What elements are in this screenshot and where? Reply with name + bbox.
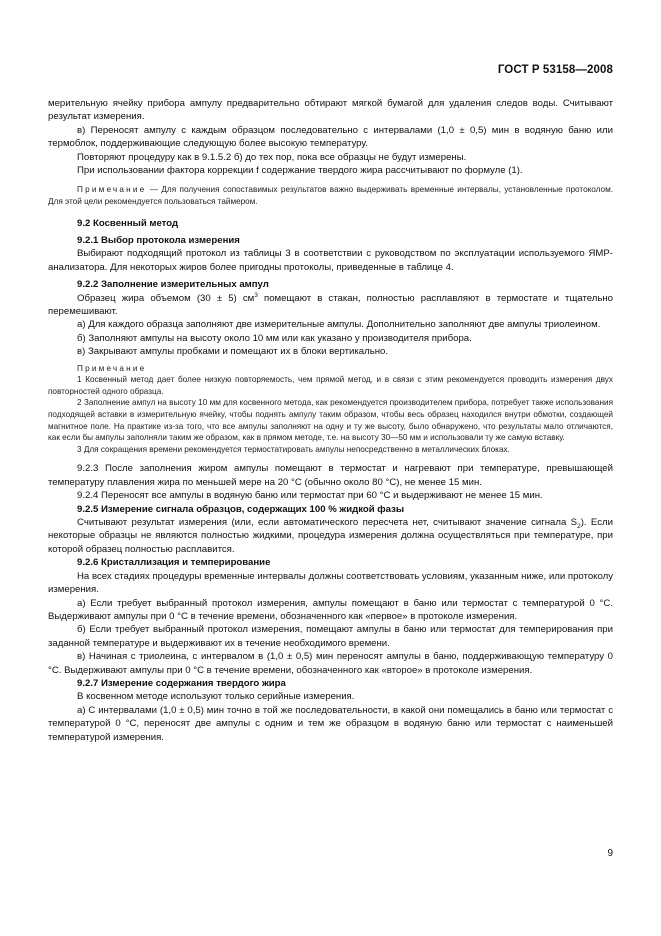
section-heading-9-2-7: 9.2.7 Измерение содержания твердого жира [77,677,286,689]
note-item-3: 3 Для сокращения времени рекомендуется термостатировать ампулы непосредственно в металлических блоках. [77,444,510,454]
page-number: 9 [607,848,613,859]
paragraph-step-v: в) Закрывают ампулы пробками и помещают их в блоки вертикально. [77,346,388,358]
paragraph-signal-reading: Считывают результат измерения (или, если автоматического пересчета нет, считывают значение сигнала $S_2$). Если некоторые образцы не являются полностью жидкими, процедура измерения должна осуществляться при температуре, при которой образец полностью расплавится. [48,517,613,555]
note-item-1: 1 Косвенный метод дает более низкую повторяемость, чем прямой метод, и в связи с этим рекомендуется проводить измерения двух повторностей одного образца. [48,375,613,396]
section-heading-9-2-5: 9.2.5 Измерение сигнала образцов, содержащих 100 % жидкой фазы [77,503,405,515]
paragraph-9-2-3: 9.2.3 После заполнения жиром ампулы помещают в термостат и нагревают при температуре, превышающей температуру плавления жира по меньшей мере на 20 °С (обычно около 80 °С), не менее 15 мин. [48,463,613,488]
paragraph-step-a: а) Если требует выбранный протокол измерения, ампулы помещают в баню или термостат с температурой 0 °С. Выдерживают ампулы при 0 °С в течение времени, обозначенного как «первое» в протоколе измерения. [48,597,613,622]
paragraph-time-intervals: На всех стадиях процедуры временные интервалы должны соответствовать условиям, указанным ниже, или протоколу измерения. [48,570,613,596]
paragraph-step-a: а) Для каждого образца заполняют две измерительные ампулы. Дополнительно заполняют две ампулы триолеином. [77,319,601,331]
paragraph-protocol-selection: Выбирают подходящий протокол из таблицы 3 в соответствии с руководством по эксплуатации используемого ЯМР-анализатора. Для некоторых жиров более пригодны протоколы, приведенные в таблице 4. [48,248,613,273]
paragraph-sample-volume: Образец жира объемом (30 ± 5) $см^3$ помещают в стакан, полностью расплавляют в термостате и тщательно перемешивают. [48,291,613,318]
note-timing [48,184,613,207]
document-body [48,97,613,744]
section-heading-9-2: 9.2 Косвенный метод [77,217,179,229]
section-heading-9-2-1: 9.2.1 Выбор протокола измерения [77,235,240,247]
note-item-2: 2 Заполнение ампул на высоту 10 мм для косвенного метода, как рекомендуется производителем прибора, потребует также использования подходящей вставки в измерительную ячейку, чтобы поднять ампулу таким образом, чтобы весь образец находился внутри обмотки, создающей магнитное поле. На практике из-за того, что все ампулы заполняют на одну и ту же высоту, было обнаружено, что результаты мало отличаются, как если бы ампулы заполняли таким же образом, как в прямом методе, т.е. на высоту 30—50 мм и использовали ту же самую вставку. [48,398,613,443]
paragraph-step-b: б) Если требует выбранный протокол измерения, помещают ампулы в баню или термостат для темперирования при заданной температуре и выдерживают их в течение необходимого времени. [48,624,613,649]
note-label-block: Примечание [77,363,147,373]
note-label: Примечание [77,185,147,195]
paragraph-step-a: а) С интервалами (1,0 ± 0,5) мин точно в той же последовательности, в какой они помещались в баню или термостат с температурой 0 °С, переносят две ампулы с одним и тем же образцом в водяную баню или термостат с наименьшей температурой измерения. [48,704,613,743]
section-heading-9-2-6: 9.2.6 Кристаллизация и темперирование [77,557,271,569]
standard-header: ГОСТ Р 53158—2008 [497,64,613,76]
paragraph-continuation: мерительную ячейку прибора ампулу предварительно обтирают мягкой бумагой для удаления следов воды. Считывают результат измерения. [48,98,613,123]
paragraph-serial-measurements: В косвенном методе используют только серийные измерения. [77,691,355,703]
paragraph-step-v: в) Начиная с триолеина, с интервалом в (1,0 ± 0,5) мин переносят ампулы в баню, поддерживающую температуру 0 °С. Выдерживают ампулы при 0 °С в течение времени, обозначенного как «второе» в протоколе измерения. [48,651,613,676]
paragraph-step-b: б) Заполняют ампулы на высоту около 10 мм или как указано у производителя прибора. [77,332,472,344]
paragraph-step-v: в) Переносят ампулу с каждым образцом последовательно с интервалами (1,0 ± 0,5) мин в водяную баню или термоблок, поддерживающие следующую более высокую температуру. [48,124,613,150]
note-text: — Для получения сопоставимых результатов важно выдерживать временные интервалы, установленные протоколом. Для этой цели рекомендуется пользоваться таймером. [48,185,614,207]
paragraph-repeat: Повторяют процедуру как в 9.1.5.2 б) до тех пор, пока все образцы не будут измерены. [77,151,467,163]
paragraph-9-2-4: 9.2.4 Переносят все ампулы в водяную баню или термостат при 60 °С и выдерживают не менее 15 мин. [77,490,543,502]
paragraph-correction-factor: При использовании фактора коррекции f содержание твердого жира рассчитывают по формуле (1). [77,165,523,177]
section-heading-9-2-2: 9.2.2 Заполнение измерительных ампул [77,279,269,291]
